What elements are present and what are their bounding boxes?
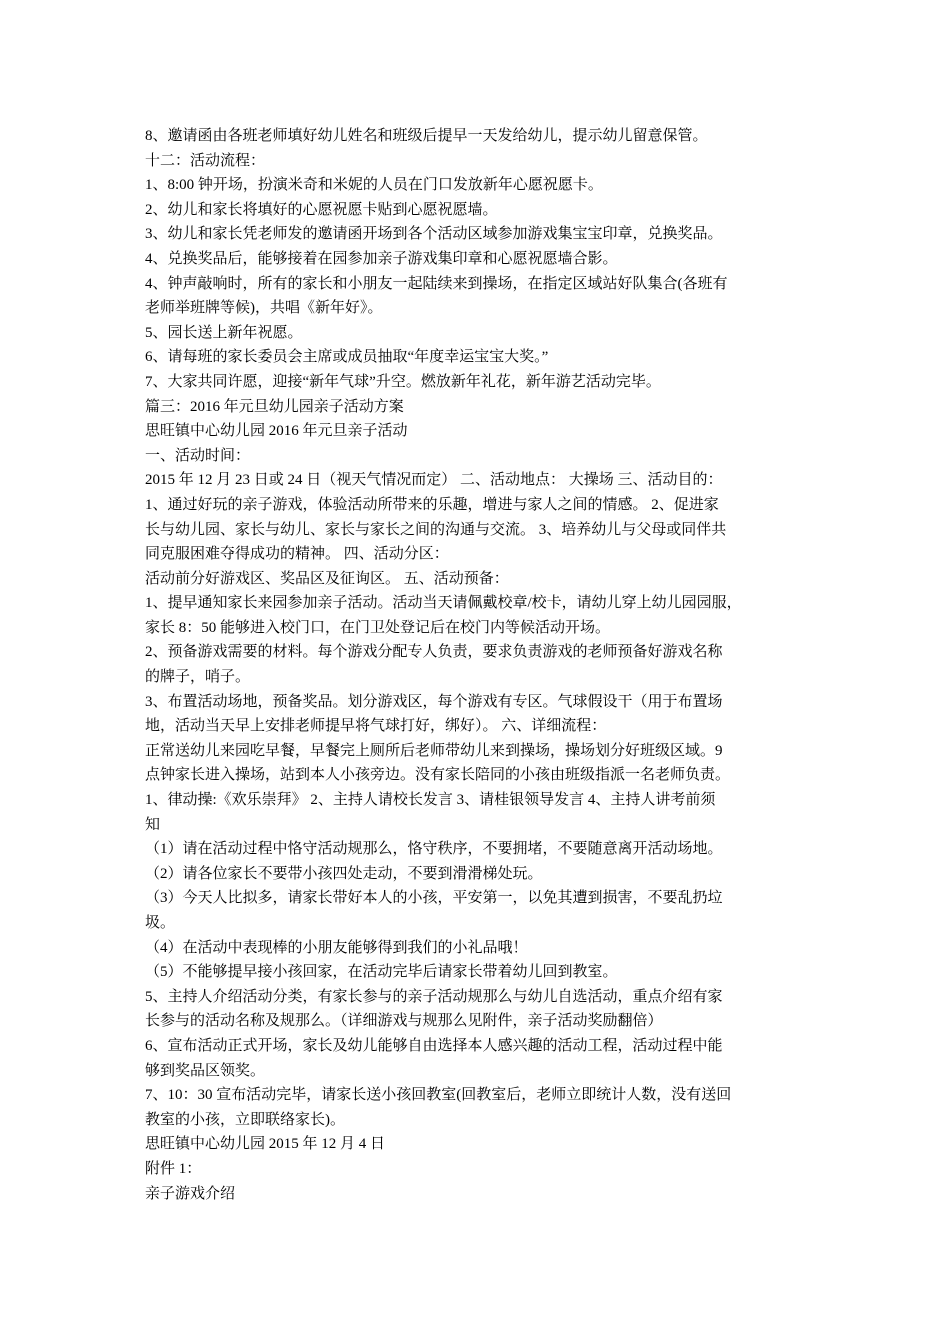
text-line: 圾。: [145, 915, 176, 931]
text-line: 老师举班牌等候)，共唱《新年好》。: [145, 300, 383, 317]
section-heading: 一、活动时间：: [145, 447, 251, 464]
text-line: 8、邀请函由各班老师填好幼儿姓名和班级后提早一天发给幼儿，提示幼儿留意保管。: [145, 128, 708, 144]
document-page: [145, 124, 815, 1206]
text-line: 7、大家共同许愿，迎接“新年气球”升空。燃放新年礼花，新年游艺活动完毕。: [145, 373, 661, 390]
text-line: 的牌子，哨子。: [145, 669, 251, 686]
text-line: 2015 年 12 月 23 日或 24 日（视天气情况而定） 二、活动地点： 大操场 三、活动目的：: [145, 472, 723, 489]
section-heading: 十二：活动流程：: [145, 152, 266, 169]
text-line: 知: [145, 816, 161, 833]
text-line: 点钟家长进入操场，站到本人小孩旁边。没有家长陪同的小孩由班级指派一名老师负责。: [145, 767, 731, 784]
text-line: （1）请在活动过程中恪守活动规那么，恪守秩序，不要拥堵，不要随意离开活动场地。: [145, 841, 723, 858]
text-line: 6、请每班的家长委员会主席或成员抽取“年度幸运宝宝大奖。”: [145, 349, 549, 366]
text-line: 长与幼儿园、家长与幼儿、家长与家长之间的沟通与交流。 3、培养幼儿与父母或同伴共: [145, 521, 727, 538]
text-line: 2、幼儿和家长将填好的心愿祝愿卡贴到心愿祝愿墙。: [145, 201, 498, 218]
text-line: 地，活动当天早上安排老师提早将气球打好，绑好）。 六、详细流程：: [145, 718, 607, 735]
text-line: 长参与的活动名称及规那么。（详细游戏与规那么见附件，亲子活动奖励翻倍）: [145, 1013, 663, 1030]
article-title: 篇三：2016 年元旦幼儿园亲子活动方案: [145, 398, 404, 415]
appendix-title: 亲子游戏介绍: [145, 1185, 236, 1202]
text-line: 3、布置活动场地，预备奖品。划分游戏区，每个游戏有专区。气球假设干（用于布置场: [145, 693, 723, 710]
text-line: 5、主持人介绍活动分类，有家长参与的亲子活动规那么与幼儿自选活动，重点介绍有家: [145, 988, 723, 1005]
text-line: （2）请各位家长不要带小孩四处走动，不要到滑滑梯处玩。: [145, 865, 543, 882]
text-line: 同克服困难夺得成功的精神。 四、活动分区：: [145, 546, 449, 563]
text-line: 家长 8：50 能够进入校门口，在门卫处登记后在校门内等候活动开场。: [145, 619, 611, 636]
text-line: （3）今天人比拟多，请家长带好本人的小孩，平安第一，以免其遭到损害，不要乱扔垃: [145, 890, 723, 907]
text-line: 4、兑换奖品后，能够接着在园参加亲子游戏集印章和心愿祝愿墙合影。: [145, 250, 618, 267]
text-line: 1、律动操:《欢乐崇拜》 2、主持人请校长发言 3、请桂银领导发言 4、主持人讲考前须: [145, 792, 716, 809]
text-line: 1、通过好玩的亲子游戏，体验活动所带来的乐趣，增进与家人之间的情感。 2、促进家: [145, 496, 719, 513]
text-line: 5、园长送上新年祝愿。: [145, 324, 303, 341]
text-line: 7、10：30 宣布活动完毕，请家长送小孩回教室(回教室后，老师立即统计人数，没有送回: [145, 1087, 732, 1104]
text-line: （5）不能够提早接小孩回家，在活动完毕后请家长带着幼儿回到教室。: [145, 964, 618, 981]
text-line: 教室的小孩，立即联络家长)。: [145, 1111, 345, 1128]
text-line: 1、8:00 钟开场，扮演米奇和米妮的人员在门口发放新年心愿祝愿卡。: [145, 177, 603, 194]
activity-title: 思旺镇中心幼儿园 2016 年元旦亲子活动: [145, 423, 408, 440]
text-line: 活动前分好游戏区、奖品区及征询区。 五、活动预备：: [145, 570, 509, 587]
text-line: 6、宣布活动正式开场，家长及幼儿能够自由选择本人感兴趣的活动工程，活动过程中能: [145, 1037, 723, 1054]
text-line: 4、钟声敲响时，所有的家长和小朋友一起陆续来到操场，在指定区域站好队集合(各班有: [145, 275, 728, 292]
appendix-label: 附件 1：: [145, 1160, 202, 1177]
text-line: 够到奖品区领奖。: [145, 1062, 266, 1079]
text-line: 正常送幼儿来园吃早餐，早餐完上厕所后老师带幼儿来到操场，操场划分好班级区域。9: [145, 742, 723, 759]
text-line: 1、提早通知家长来园参加亲子活动。活动当天请佩戴校章/校卡，请幼儿穿上幼儿园园服，: [145, 595, 742, 612]
text-line: 2、预备游戏需要的材料。每个游戏分配专人负责，要求负责游戏的老师预备好游戏名称: [145, 644, 723, 661]
text-line: （4）在活动中表现棒的小朋友能够得到我们的小礼品哦！: [145, 939, 528, 956]
signature-line: 思旺镇中心幼儿园 2015 年 12 月 4 日: [145, 1136, 386, 1153]
text-line: 3、幼儿和家长凭老师发的邀请函开场到各个活动区域参加游戏集宝宝印章，兑换奖品。: [145, 226, 723, 243]
